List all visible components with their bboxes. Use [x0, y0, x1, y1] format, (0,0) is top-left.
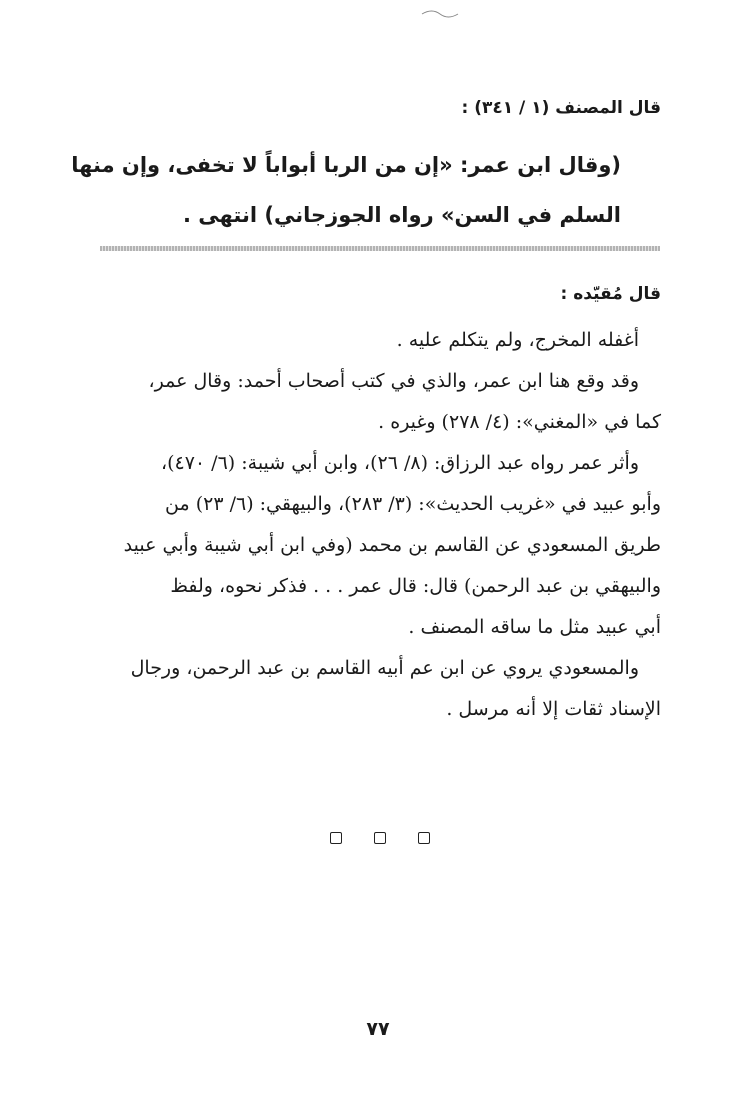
quote-line: السلم في السن» رواه الجوزجاني) انتهى .: [183, 203, 621, 227]
text-line: طريق المسعودي عن القاسم بن محمد (وفي ابن أبي شيبة وأبي عبيد: [123, 534, 661, 556]
paragraph: [101, 443, 661, 648]
author-quote-heading: قال المصنف (١ / ٣٤١) :: [461, 98, 661, 118]
text-line: وأبو عبيد في «غريب الحديث»: (٣/ ٢٨٣)، والبيهقي: (٦/ ٢٣) من: [165, 493, 661, 515]
quote-line: (وقال ابن عمر: «إن من الربا أبواباً لا تخفى، وإن منها: [71, 153, 621, 177]
text-line: أغفله المخرج، ولم يتكلم عليه .: [396, 329, 639, 351]
section-end-marks: [330, 832, 430, 844]
page-number: ٧٧: [366, 1018, 390, 1040]
text-line: والبيهقي بن عبد الرحمن) قال: قال عمر . . . فذكر نحوه، ولفظ: [170, 575, 661, 597]
commentary-body: [101, 320, 661, 730]
section-divider: [100, 246, 660, 251]
page-scan-mark: [420, 8, 460, 20]
text-line: كما في «المغني»: (٤/ ٢٧٨) وغيره .: [378, 411, 661, 433]
square-ornament-icon: [374, 832, 386, 844]
square-ornament-icon: [418, 832, 430, 844]
text-line: والمسعودي يروي عن ابن عم أبيه القاسم بن عبد الرحمن، ورجال: [130, 657, 639, 679]
paragraph: [101, 320, 661, 361]
quoted-text-block: [71, 140, 621, 240]
square-ornament-icon: [330, 832, 342, 844]
paragraph: [101, 361, 661, 443]
text-line: وأثر عمر رواه عبد الرزاق: (٨/ ٢٦)، وابن أبي شيبة: (٦/ ٤٧٠)،: [160, 452, 639, 474]
text-line: أبي عبيد مثل ما ساقه المصنف .: [408, 616, 661, 638]
paragraph: [101, 648, 661, 730]
text-line: الإسناد ثقات إلا أنه مرسل .: [446, 698, 661, 720]
text-line: وقد وقع هنا ابن عمر، والذي في كتب أصحاب أحمد: وقال عمر،: [148, 370, 639, 392]
commentary-heading: قال مُقيّده :: [560, 284, 661, 304]
